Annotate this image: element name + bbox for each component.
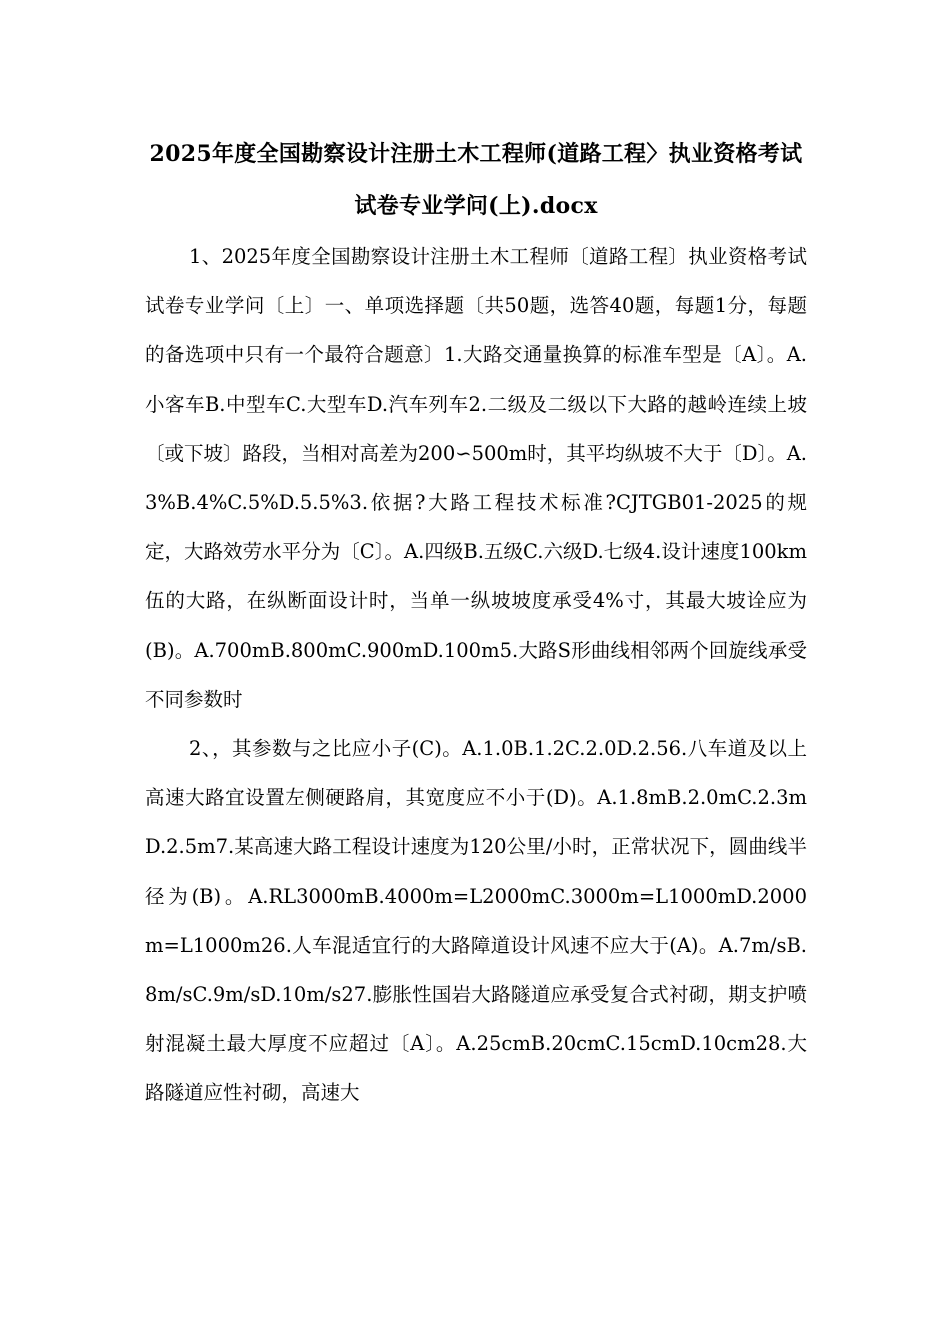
document-title: 2025年度全国勘察设计注册土木工程师(道路工程〉执业资格考试试卷专业学问(上).docx [149, 141, 803, 219]
document-body [145, 232, 807, 1118]
paragraph-1: 1、2025年度全国勘察设计注册土木工程师〔道路工程〕执业资格考试试卷专业学问〔上〕一、单项选择题〔共50题，选答40题，每题1分，每题的备选项中只有一个最符合题意〕1.大路交通量换算的标准车型是〔A〕。A.小客车B.中型车C.大型车D.汽车列车2.二级及二级以下大路的越岭连续上坡〔或下坡〕路段，当相对高差为200∽500m时，其平均纵坡不大于〔D〕。A.3%B.4%C.5%D.5.5%3.依据?大路工程技术标准?CJTGB01-2025的规定，大路效劳水平分为〔C〕。A.四级B.五级C.六级D.七级4.设计速度100km伍的大路，在纵断面设计时，当单一纵坡坡度承受4%寸，其最大坡诠应为(B)。A.700mB.800mC.900mD.100m5.大路S形曲线相邻两个回旋线承受不同参数时 [145, 245, 807, 711]
paragraph-2: 2、，其参数与之比应小子(C)。A.1.0B.1.2C.2.0D.2.56.八车道及以上高速大路宜设置左侧硬路肩，其宽度应不小于(D)。A.1.8mB.2.0mC.2.3mD.2.5m7.某高速大路工程设计速度为120公里/小时，正常状况下，圆曲线半径为(B)。A.RL3000mB.4000m=L2000mC.3000m=L1000mD.2000m=L1000m26.人车混适宜行的大路障道设计风速不应大于(A)。A.7m/sB.8m/sC.9m/sD.10m/s27.膨胀性国岩大路隧道应承受复合式衬砌，期支护喷射混凝土最大厚度不应超过〔A〕。A.25cmB.20cmC.15cmD.10cm28.大路隧道应性衬砌，高速大 [145, 737, 807, 1105]
